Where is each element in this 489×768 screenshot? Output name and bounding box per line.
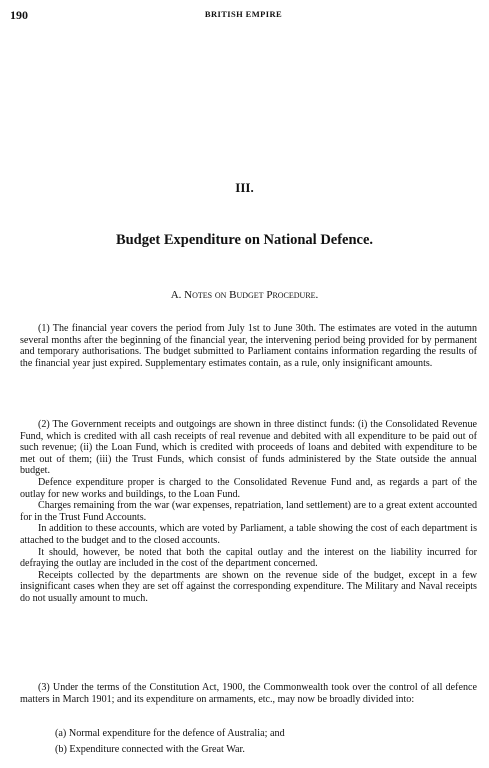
paragraph-text: In addition to these accounts, which are voted by Parliament, a table showing the cost of each department is attached to the budget and to the closed accounts. bbox=[20, 523, 477, 546]
expenditure-list bbox=[55, 726, 477, 758]
paragraph-text: (1) The financial year covers the period from July 1st to June 30th. The estimates are voted in the autumn several months after the beginning of the financial year, the intervening period being provided for by permanent and temporary authorisations. The budget submitted to Parliament contains information regarding the results of the financial year just expired. Supplementary estimates contain, as a rule, only insignificant amounts. bbox=[20, 323, 477, 369]
paragraph-2 bbox=[20, 419, 477, 605]
list-item: (b) Expenditure connected with the Great War. bbox=[55, 744, 245, 755]
running-head: BRITISH EMPIRE bbox=[204, 9, 283, 19]
paragraph-text: Charges remaining from the war (war expenses, repatriation, land settlement) are to a great extent accounted for in the Trust Fund Accounts. bbox=[20, 500, 477, 523]
paragraph-text: Defence expenditure proper is charged to the Consolidated Revenue Fund and, as regards a part of the outlay for new works and buildings, to the Loan Fund. bbox=[20, 476, 477, 500]
paragraph-text: Receipts collected by the departments are shown on the revenue side of the budget, except in a few insignificant cases when they are set off against the corresponding expenditure. The Military and Naval receipts do not usually amount to much. bbox=[20, 569, 477, 604]
page-number: 190 bbox=[10, 8, 28, 22]
paragraph-text: It should, however, be noted that both the capital outlay and the interest on the liability incurred for defraying the outlay are included in the cost of the department concerned. bbox=[20, 546, 477, 570]
section-number: III. bbox=[235, 180, 254, 195]
section-title: Budget Expenditure on National Defence. bbox=[115, 232, 374, 248]
paragraph-text: (2) The Government receipts and outgoings are shown in three distinct funds: (i) the Consolidated Revenue Fund, which is credited with all cash receipts of real revenue and debited with all expenditure to be paid out of such revenue; (ii) the Loan Fund, which is credited with proceeds of loans and debited with expenditure to be met out of them; (iii) the Trust Funds, which consist of funds administered by the State outside the annual budget. bbox=[20, 419, 477, 477]
paragraph-3 bbox=[20, 682, 477, 705]
subsection-heading: A. Notes on Budget Procedure. bbox=[170, 289, 319, 301]
list-item: (a) Normal expenditure for the defence of Australia; and bbox=[55, 728, 285, 739]
paragraph-text: (3) Under the terms of the Constitution Act, 1900, the Commonwealth took over the control of all defence matters in March 1901; and its expenditure on armaments, etc., may now be broadly divided into: bbox=[20, 682, 477, 705]
page-header bbox=[10, 8, 477, 24]
paragraph-1 bbox=[20, 323, 477, 369]
